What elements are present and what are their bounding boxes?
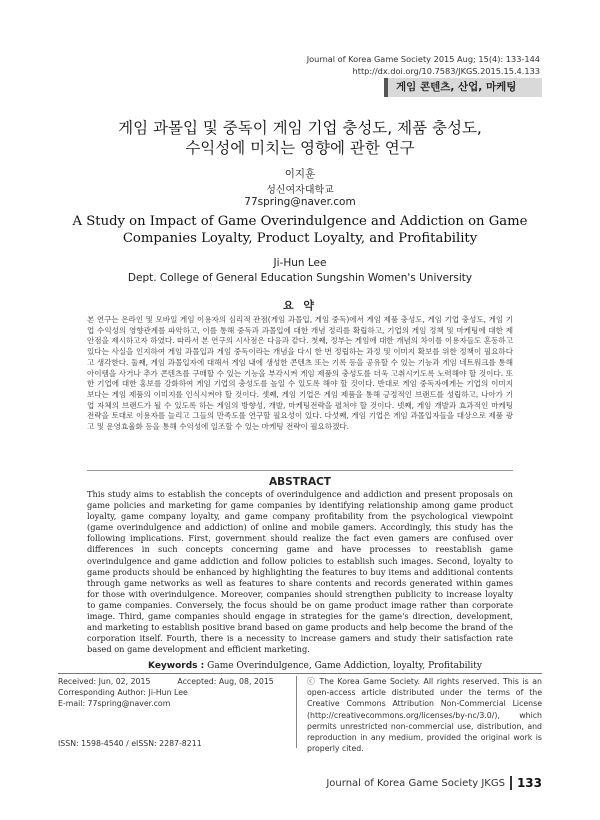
keywords [148, 661, 482, 671]
category-tag [384, 78, 542, 97]
title-english [60, 213, 540, 247]
divider [87, 470, 513, 471]
journal-citation: Journal of Korea Game Society 2015 Aug; 15(4): 133-144 [306, 54, 540, 64]
abstract-en-heading: ABSTRACT [269, 476, 331, 488]
title-ko-line-1: 게임 과몰입 및 중독이 게임 기업 충성도, 제품 충성도, [118, 119, 482, 137]
affiliation-korean: 성신여자대학교 [266, 185, 334, 196]
accepted-date: Accepted: Aug, 08, 2015 [177, 677, 274, 686]
page-footer [326, 776, 542, 790]
abstract-ko-heading: 요 약 [282, 299, 318, 312]
journal-info [307, 53, 540, 77]
title-en-line-1: A Study on Impact of Game Overindulgence and Addiction on Game [72, 214, 528, 229]
tag-accent-bar [384, 78, 388, 97]
page-number: 133 [516, 776, 542, 790]
corresponding-email: E-mail: 77spring@naver.com [58, 699, 171, 709]
received-date: Received: Jun, 02, 2015 [58, 677, 151, 686]
footer-separator [510, 776, 512, 790]
author-english: Ji-Hun Lee [273, 257, 327, 269]
meta-divider [58, 673, 542, 674]
keywords-list: Game Overindulgence, Game Addiction, loyalty, Profitability [207, 661, 482, 671]
abstract-korean: 본 연구는 온라인 및 모바일 게임 이용자의 심리적 관점(게임 과몰입, 게임 중독)에서 게임 제품 충성도, 게임 기업 충성도, 게임 기업 수익성의 영향관계를 파악하고, 이를 통해 중독과 과몰입에 대한 개념 정리를 확립하고, 기업의 게임 정책 및 마케팅에 대한 제안점을 제시하고자 하였다. 따라서 본 연구의 시사점은 다음과 같다. 첫째, 정부는 게임에 대한 개념의 차이를 이용자들도 혼동하고 있다는 사실을 인지하여 게임 과몰입과 게임 중독이라는 개념을 다시 한 번 정립하는 과정 및 이미지 확보를 위한 정책이 필요하다고 생각한다. 둘째, 게임 과몰입자에 대해서 게임 내에 생성한 콘텐츠 또는 기록 등을 공유할 수 있는 기능과 게임 네트워크를 통해 아이템을 사거나 추가 콘텐츠를 구매할 수 있는 기능을 부각시켜 게임 제품의 충성도를 더욱 고취시키도록 노력해야 할 것이다. 또한 기업에 대한 홍보를 강화하여 게임 기업의 충성도를 높일 수 있도록 해야 할 것이다. 반대로 게임 중독자에게는 기업의 이미지 보다는 게임 제품의 이미지를 인식시켜야 할 것이다. 셋째, 게임 기업은 게임 제품을 통해 긍정적인 브랜드를 성립하고, 나아가 기업 자체의 브랜드가 될 수 있도록 하는 게임의 방향성, 개발, 마케팅전략을 펼쳐야 할 것이다. 넷째, 게임 개발과 효과적인 마케팅 전략을 토대로 이용자를 늘리고 그들의 만족도를 연구할 필요성이 있다. 다섯째, 게임 기업은 게임 과몰입자들을 대상으로 제품 광고 및 운영효율화 등을 통해 수익성에 일조할 수 있는 마케팅 전략이 필요하겠다. [87, 315, 513, 432]
title-en-line-2: Companies Loyalty, Product Loyalty, and Profitability [122, 231, 478, 246]
author-korean: 이지훈 [284, 168, 316, 180]
meta-vertical-divider [296, 676, 297, 748]
abstract-english: This study aims to establish the concepts of overindulgence and addiction and present proposals on game policies and marketing for game companies by identifying relationship among game product loyalty, game company loyalty, and game company profitability from the psychological viewpoint (game overindulgence and addiction) of online and mobile gamers. Accordingly, this study has the following implications. First, government should realize the fact even gamers are confused over differences in such concepts concerning game and have processes to reestablish game overindulgence and game addiction and follow policies to establish such images. Second, loyalty to game products should be enhanced by highlighting the features to buy items and additional contents through game networks as well as features to share contents and records generated within games for those with overindulgence. Moreover, companies should strengthen publicity to increase loyalty to game companies. Conversely, the focus should be on game product image rather than corporate image. Third, game companies should engage in strategies for the game's direction, development, and marketing to establish positive brand based on game products and help become the brand of the corporation itself. Fourth, there is a necessity to increase gamers and study their satisfaction rate based on game development and efficient marketing. [87, 489, 513, 655]
license-text: ⓒ The Korea Game Society. All rights reserved. This is an open-access article distributed under the terms of the Creative Commons Attribution Non-Commercial License (http://creativecommons.org/licenses/by-nc/3.0/), which permits unrestricted non-commercial use, distribution, and reproduction in any medium, provided the original work is properly cited. [307, 677, 542, 754]
title-ko-line-2: 수익성에 미치는 영향에 관한 연구 [185, 139, 415, 157]
affiliation-english: Dept. College of General Education Sungshin Women's University [127, 272, 473, 284]
doi-link[interactable]: http://dx.doi.org/10.7583/JKGS.2015.15.4.133 [352, 66, 540, 76]
article-meta [58, 676, 274, 748]
corresponding-author: Corresponding Author: Ji-Hun Lee [58, 688, 188, 698]
footer-journal: Journal of Korea Game Society JKGS [326, 777, 505, 789]
category-label: 게임 콘텐츠, 산업, 마케팅 [396, 81, 517, 93]
title-korean [90, 118, 510, 158]
issn: ISSN: 1598-4540 / eISSN: 2287-8211 [58, 739, 202, 748]
author-email: 77spring@naver.com [244, 196, 356, 208]
keywords-label: Keywords : [148, 661, 205, 671]
